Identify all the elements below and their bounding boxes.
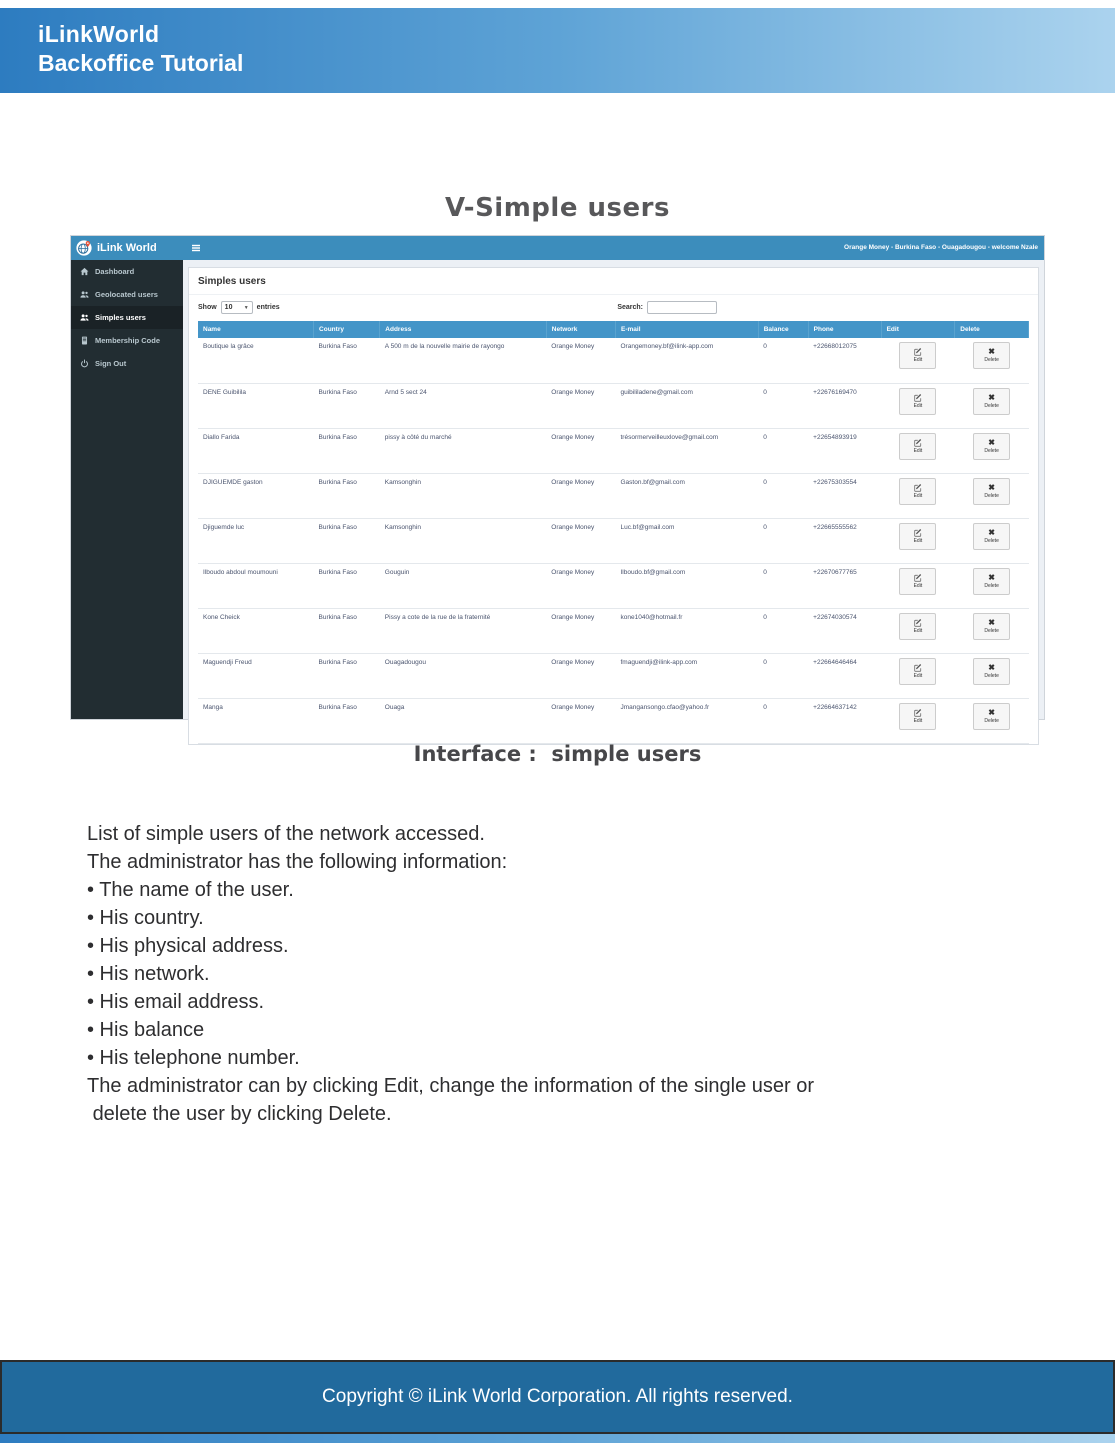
cell-balance: 0 bbox=[758, 608, 808, 653]
cell-name: Boutique la grâce bbox=[198, 338, 314, 383]
delete-icon: ✖ bbox=[988, 437, 995, 447]
cell-balance: 0 bbox=[758, 383, 808, 428]
edit-button[interactable]: Edit bbox=[899, 523, 936, 550]
delete-icon: ✖ bbox=[988, 347, 995, 356]
edit-icon bbox=[914, 709, 922, 717]
cell-edit bbox=[881, 338, 955, 383]
cell-country: Burkina Faso bbox=[314, 518, 380, 563]
sidebar-toggle-button[interactable] bbox=[183, 236, 200, 260]
column-header-country[interactable]: Country bbox=[314, 321, 380, 338]
cell-edit bbox=[881, 698, 955, 743]
table-row bbox=[198, 653, 1029, 698]
search-input[interactable] bbox=[647, 301, 717, 314]
ilink-logo-icon bbox=[76, 240, 92, 256]
description-line: • His telephone number. bbox=[87, 1047, 300, 1069]
sidebar-item-simples-users[interactable] bbox=[71, 306, 183, 329]
delete-icon: ✖ bbox=[988, 527, 995, 537]
entries-value: 10 bbox=[224, 304, 233, 311]
table-row bbox=[198, 473, 1029, 518]
search-label: Search: bbox=[617, 304, 643, 311]
cell-balance: 0 bbox=[758, 428, 808, 473]
description-line: The administrator can by clicking Edit, change the information of the single user or bbox=[87, 1075, 815, 1097]
delete-button[interactable]: ✖ Delete bbox=[973, 703, 1010, 730]
cell-address: Kamsonghin bbox=[380, 518, 546, 563]
panel-title: Simples users bbox=[189, 268, 1038, 295]
cell-country: Burkina Faso bbox=[314, 653, 380, 698]
column-header-balance[interactable]: Balance bbox=[758, 321, 808, 338]
delete-button[interactable]: ✖ Delete bbox=[973, 658, 1010, 685]
cell-balance: 0 bbox=[758, 518, 808, 563]
cell-delete bbox=[955, 383, 1029, 428]
cell-name: Kone Cheick bbox=[198, 608, 314, 653]
search-control bbox=[617, 301, 717, 314]
description-line: • His balance bbox=[87, 1019, 205, 1041]
cell-edit bbox=[881, 473, 955, 518]
cell-address: Ouaga bbox=[380, 698, 546, 743]
cell-address: Kamsonghin bbox=[380, 473, 546, 518]
cell-phone: +22654893919 bbox=[808, 428, 881, 473]
delete-button[interactable]: ✖ Delete bbox=[973, 613, 1010, 640]
cell-phone: +22664637142 bbox=[808, 698, 881, 743]
cell-edit bbox=[881, 653, 955, 698]
sidebar-item-label: Simples users bbox=[95, 313, 146, 322]
description-block bbox=[87, 820, 947, 1128]
cell-phone: +22675303554 bbox=[808, 473, 881, 518]
cell-balance: 0 bbox=[758, 338, 808, 383]
edit-button[interactable]: Edit bbox=[899, 478, 936, 505]
delete-button[interactable]: ✖ Delete bbox=[973, 342, 1010, 369]
screenshot-caption: Interface : simple users bbox=[413, 742, 702, 766]
power-icon bbox=[80, 359, 89, 368]
header-subtitle-line: Backoffice Tutorial bbox=[38, 50, 244, 76]
cell-balance: 0 bbox=[758, 698, 808, 743]
cell-email: guibililadene@gmail.com bbox=[616, 383, 759, 428]
cell-delete bbox=[955, 563, 1029, 608]
cell-name: Manga bbox=[198, 698, 314, 743]
cell-phone: +22665555562 bbox=[808, 518, 881, 563]
edit-icon bbox=[914, 619, 922, 627]
edit-icon bbox=[914, 664, 922, 672]
delete-button[interactable]: ✖ Delete bbox=[973, 433, 1010, 460]
sidebar-item-label: Geolocated users bbox=[95, 290, 158, 299]
edit-button[interactable]: Edit bbox=[899, 613, 936, 640]
cell-email: Luc.bf@gmail.com bbox=[616, 518, 759, 563]
table-row bbox=[198, 563, 1029, 608]
cell-country: Burkina Faso bbox=[314, 608, 380, 653]
delete-button[interactable]: ✖ Delete bbox=[973, 568, 1010, 595]
edit-icon bbox=[914, 439, 922, 447]
users-panel bbox=[188, 267, 1039, 745]
cell-delete bbox=[955, 518, 1029, 563]
show-label: Show bbox=[198, 304, 217, 311]
cell-name: Diallo Farida bbox=[198, 428, 314, 473]
delete-button[interactable]: ✖ Delete bbox=[973, 478, 1010, 505]
top-navbar bbox=[71, 236, 1044, 260]
description-line: • His physical address. bbox=[87, 935, 289, 957]
cell-email: trésormerveilleuxlove@gmail.com bbox=[616, 428, 759, 473]
table-row bbox=[198, 698, 1029, 743]
hamburger-icon bbox=[192, 244, 200, 252]
cell-country: Burkina Faso bbox=[314, 338, 380, 383]
cell-delete bbox=[955, 473, 1029, 518]
cell-delete bbox=[955, 338, 1029, 383]
copyright-text: Copyright © iLink World Corporation. All rights reserved. bbox=[322, 1386, 793, 1407]
cell-network: Orange Money bbox=[546, 383, 615, 428]
bottom-gradient-strip bbox=[0, 1434, 1115, 1443]
cell-email: Gaston.bf@gmail.com bbox=[616, 473, 759, 518]
cell-edit bbox=[881, 428, 955, 473]
description-line: List of simple users of the network accessed. bbox=[87, 823, 485, 845]
chevron-down-icon: ▼ bbox=[243, 304, 249, 311]
edit-icon bbox=[914, 574, 922, 582]
cell-address: Ouagadougou bbox=[380, 653, 546, 698]
description-line: • The name of the user. bbox=[87, 879, 294, 901]
cell-name: DJIGUEMDE gaston bbox=[198, 473, 314, 518]
edit-icon bbox=[914, 394, 922, 402]
cell-phone: +22670677765 bbox=[808, 563, 881, 608]
cell-address: Arnd 5 sect 24 bbox=[380, 383, 546, 428]
sidebar-item-membership-code[interactable] bbox=[71, 329, 183, 352]
sidebar-item-geolocated-users[interactable] bbox=[71, 283, 183, 306]
delete-icon: ✖ bbox=[988, 572, 995, 582]
cell-name: Ilboudo abdoul moumouni bbox=[198, 563, 314, 608]
table-row bbox=[198, 383, 1029, 428]
users-icon bbox=[80, 290, 89, 299]
cell-network: Orange Money bbox=[546, 698, 615, 743]
column-header-phone[interactable]: Phone bbox=[808, 321, 881, 338]
cell-network: Orange Money bbox=[546, 518, 615, 563]
cell-delete bbox=[955, 428, 1029, 473]
cell-balance: 0 bbox=[758, 563, 808, 608]
edit-icon bbox=[914, 348, 922, 356]
table-controls bbox=[189, 295, 1038, 319]
document-footer bbox=[0, 1360, 1115, 1434]
cell-edit bbox=[881, 608, 955, 653]
cell-network: Orange Money bbox=[546, 563, 615, 608]
cell-delete bbox=[955, 653, 1029, 698]
entries-select[interactable] bbox=[221, 301, 253, 314]
cell-edit bbox=[881, 383, 955, 428]
cell-address: A 500 m de la nouvelle mairie de rayongo bbox=[380, 338, 546, 383]
cell-country: Burkina Faso bbox=[314, 383, 380, 428]
table-row bbox=[198, 608, 1029, 653]
cell-country: Burkina Faso bbox=[314, 473, 380, 518]
home-icon bbox=[80, 267, 89, 276]
cell-country: Burkina Faso bbox=[314, 698, 380, 743]
cell-delete bbox=[955, 698, 1029, 743]
edit-button[interactable]: Edit bbox=[899, 388, 936, 415]
delete-icon: ✖ bbox=[988, 482, 995, 492]
cell-name: DENE Guibilila bbox=[198, 383, 314, 428]
edit-icon bbox=[914, 484, 922, 492]
cell-edit bbox=[881, 563, 955, 608]
description-line: The administrator has the following information: bbox=[87, 851, 508, 873]
cell-phone: +22668012075 bbox=[808, 338, 881, 383]
page-title: V-Simple users bbox=[445, 193, 670, 224]
column-header-network[interactable]: Network bbox=[546, 321, 615, 338]
cell-network: Orange Money bbox=[546, 428, 615, 473]
column-header-e-mail[interactable]: E-mail bbox=[616, 321, 759, 338]
sidebar bbox=[71, 260, 183, 719]
column-header-edit[interactable]: Edit bbox=[881, 321, 955, 338]
cell-email: kone1040@hotmail.fr bbox=[616, 608, 759, 653]
cell-balance: 0 bbox=[758, 473, 808, 518]
edit-button[interactable]: Edit bbox=[899, 568, 936, 595]
sidebar-item-label: Dashboard bbox=[95, 267, 135, 276]
column-header-address[interactable]: Address bbox=[380, 321, 546, 338]
cell-email: Orangemoney.bf@ilink-app.com bbox=[616, 338, 759, 383]
delete-icon: ✖ bbox=[988, 707, 995, 717]
users-icon bbox=[80, 313, 89, 322]
cell-network: Orange Money bbox=[546, 473, 615, 518]
navbar-user-status: Orange Money - Burkina Faso - Ouagadougou - welcome Nzale bbox=[844, 244, 1038, 251]
tablet-icon bbox=[80, 336, 89, 345]
app-screenshot bbox=[70, 235, 1045, 724]
cell-email: Ilboudo.bf@gmail.com bbox=[616, 563, 759, 608]
cell-network: Orange Money bbox=[546, 653, 615, 698]
entries-label: entries bbox=[256, 304, 280, 311]
main-content bbox=[183, 260, 1044, 724]
brand-name: iLink World bbox=[97, 242, 157, 254]
cell-country: Burkina Faso bbox=[314, 563, 380, 608]
edit-button[interactable]: Edit bbox=[899, 342, 936, 369]
sidebar-item-label: Sign Out bbox=[95, 359, 127, 368]
description-line: • His email address. bbox=[87, 991, 265, 1013]
users-table bbox=[198, 321, 1029, 744]
cell-phone: +22664646464 bbox=[808, 653, 881, 698]
cell-email: fmaguendji@ilink-app.com bbox=[616, 653, 759, 698]
delete-button[interactable]: ✖ Delete bbox=[973, 523, 1010, 550]
delete-button[interactable]: ✖ Delete bbox=[973, 388, 1010, 415]
cell-phone: +22676169470 bbox=[808, 383, 881, 428]
description-line: • His network. bbox=[87, 963, 210, 985]
delete-icon: ✖ bbox=[988, 662, 995, 672]
cell-address: Gouguin bbox=[380, 563, 546, 608]
cell-edit bbox=[881, 518, 955, 563]
sidebar-item-dashboard[interactable] bbox=[71, 260, 183, 283]
sidebar-item-sign-out[interactable] bbox=[71, 352, 183, 375]
column-header-name[interactable]: Name bbox=[198, 321, 314, 338]
table-header-row bbox=[198, 321, 1029, 338]
cell-network: Orange Money bbox=[546, 608, 615, 653]
cell-phone: +22674030574 bbox=[808, 608, 881, 653]
edit-icon bbox=[914, 529, 922, 537]
header-brand-line: iLinkWorld bbox=[38, 21, 160, 47]
table-row bbox=[198, 338, 1029, 383]
cell-email: Jmangansongo.cfao@yahoo.fr bbox=[616, 698, 759, 743]
edit-button[interactable]: Edit bbox=[899, 703, 936, 730]
delete-icon: ✖ bbox=[988, 392, 995, 402]
cell-address: Pissy a cote de la rue de la fraternité bbox=[380, 608, 546, 653]
table-row bbox=[198, 518, 1029, 563]
edit-button[interactable]: Edit bbox=[899, 433, 936, 460]
document-header bbox=[0, 8, 1115, 93]
cell-name: Maguendji Freud bbox=[198, 653, 314, 698]
sidebar-item-label: Membership Code bbox=[95, 336, 161, 345]
edit-button[interactable]: Edit bbox=[899, 658, 936, 685]
cell-name: Djiguemde luc bbox=[198, 518, 314, 563]
cell-country: Burkina Faso bbox=[314, 428, 380, 473]
cell-balance: 0 bbox=[758, 653, 808, 698]
cell-network: Orange Money bbox=[546, 338, 615, 383]
description-line: • His country. bbox=[87, 907, 204, 929]
table-row bbox=[198, 428, 1029, 473]
description-line: delete the user by clicking Delete. bbox=[87, 1103, 392, 1125]
column-header-delete[interactable]: Delete bbox=[955, 321, 1029, 338]
cell-address: pissy à côté du marché bbox=[380, 428, 546, 473]
delete-icon: ✖ bbox=[988, 617, 995, 627]
brand[interactable] bbox=[71, 236, 183, 260]
cell-delete bbox=[955, 608, 1029, 653]
